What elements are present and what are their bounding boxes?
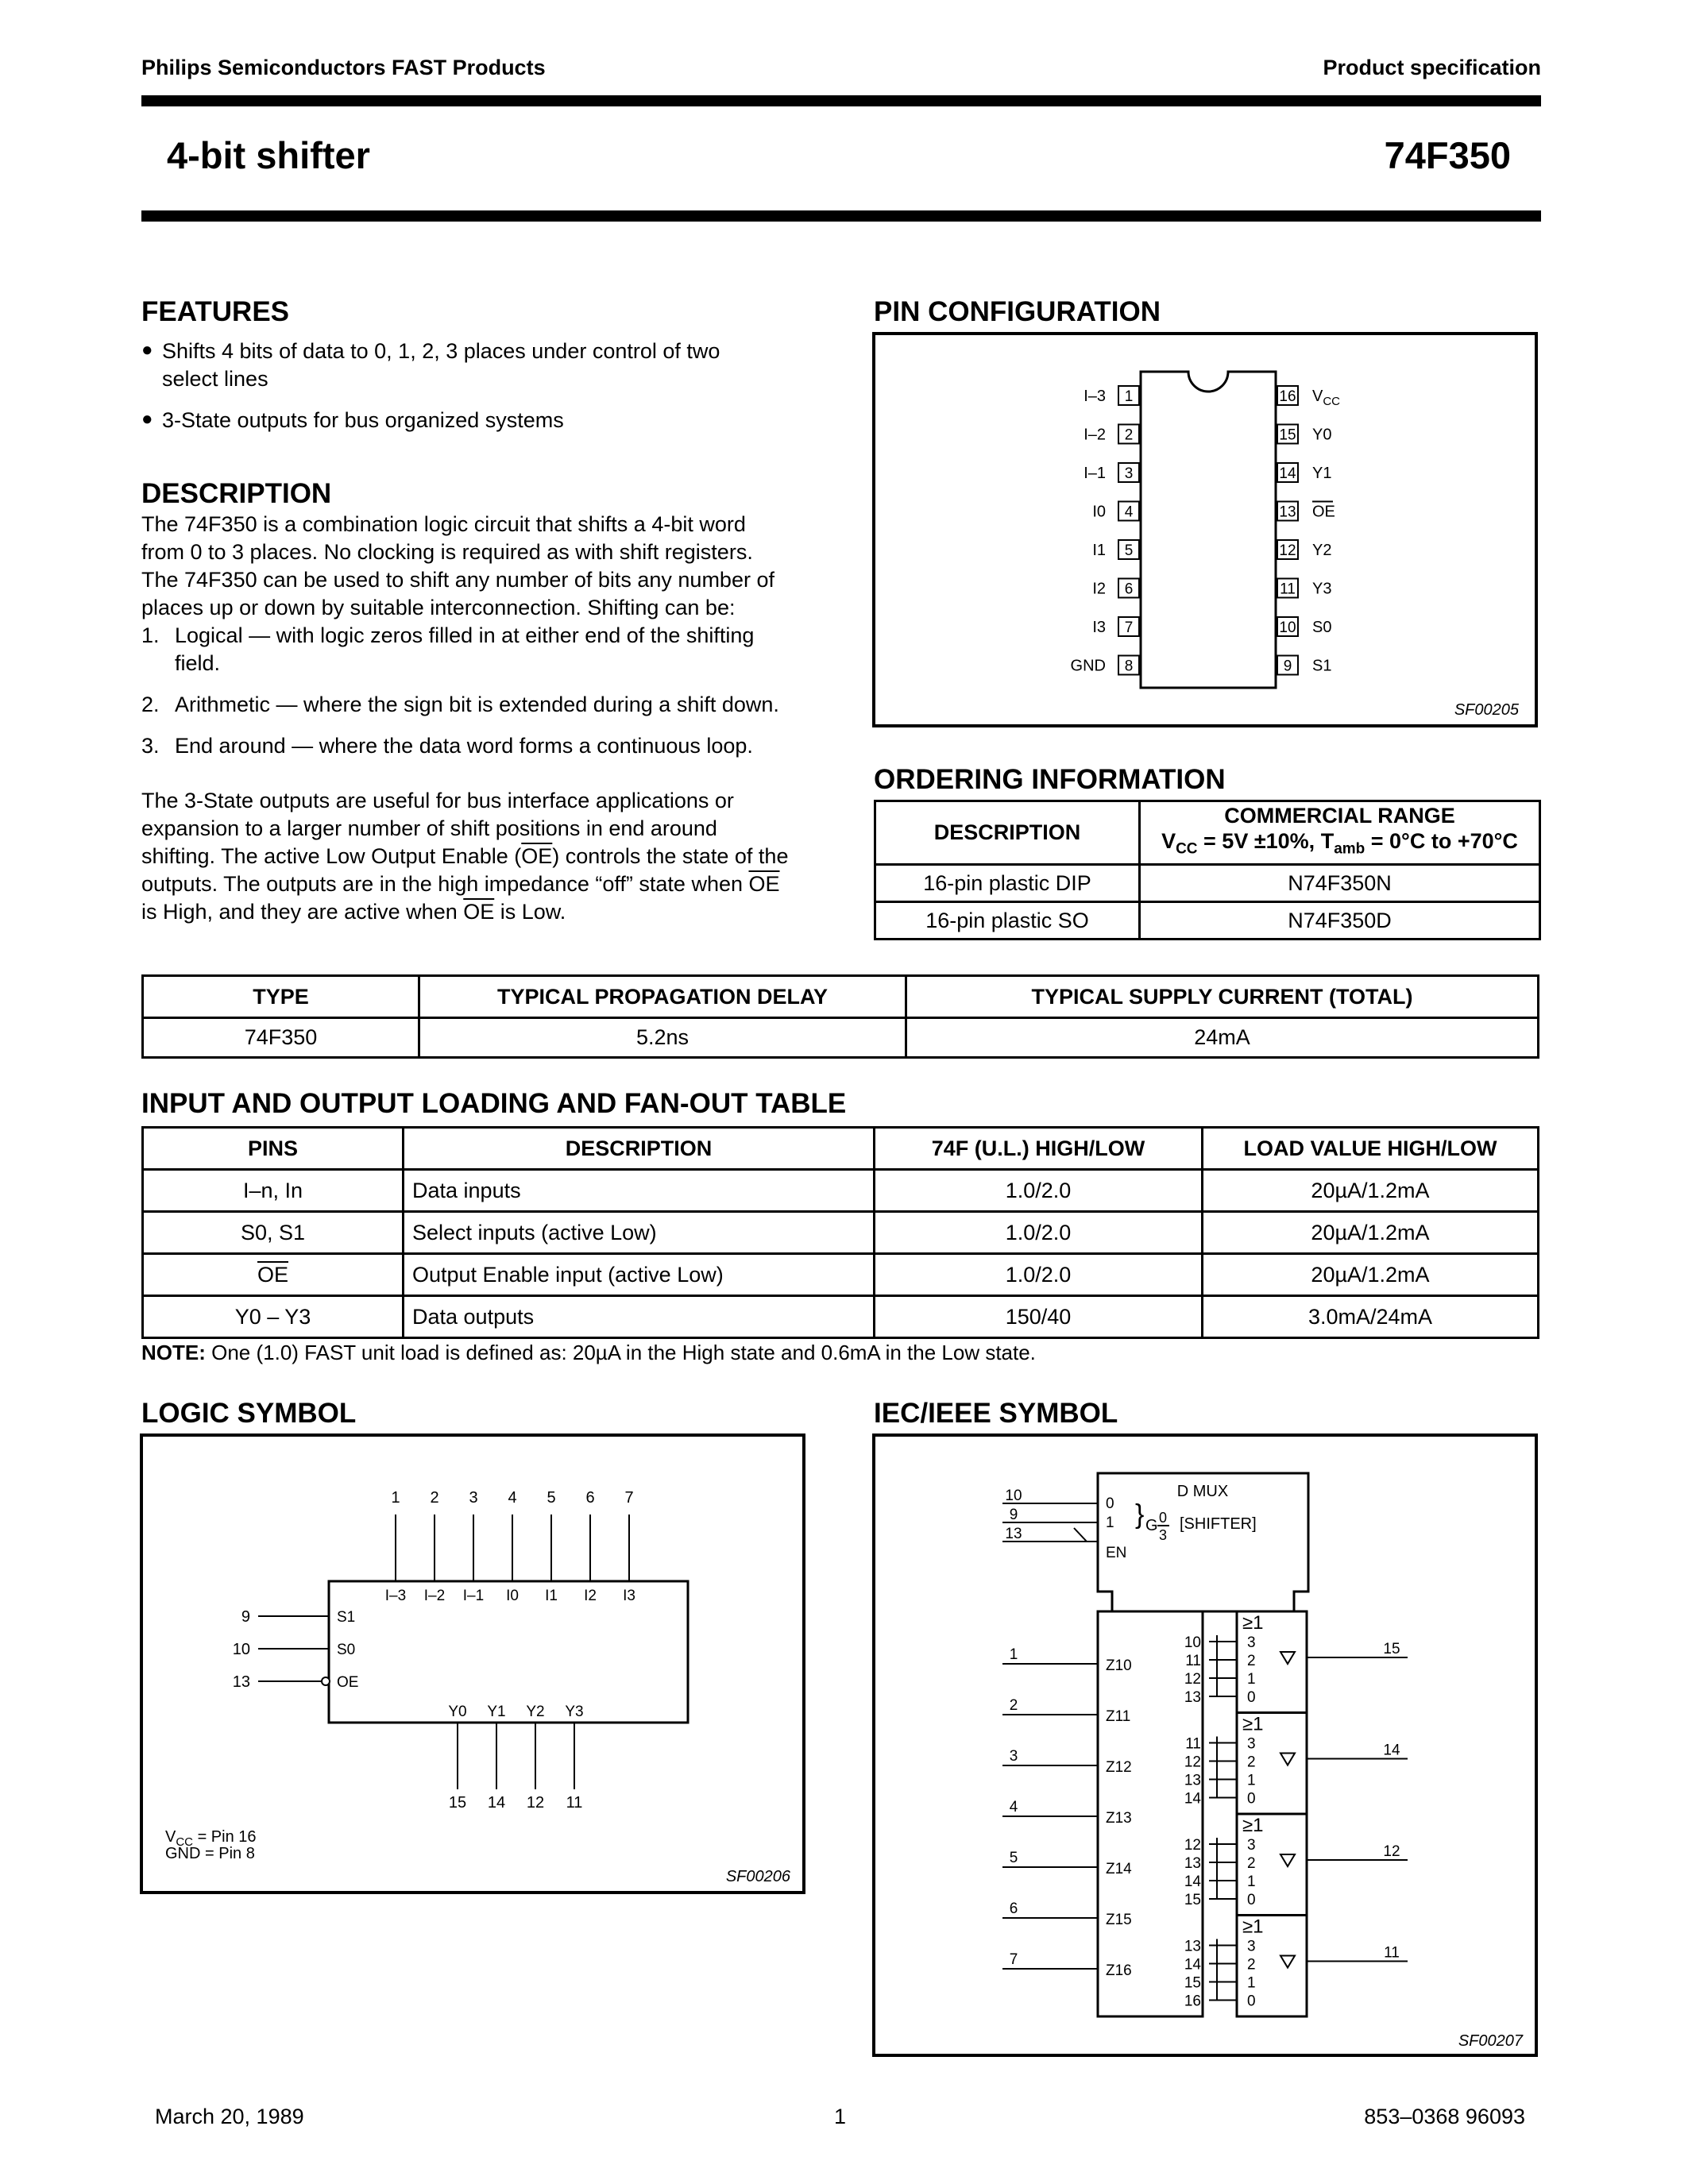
pin-name-main: Y3 — [1312, 580, 1332, 598]
input-label: I0 — [506, 1588, 519, 1604]
footer-page-number: 1 — [834, 2105, 847, 2128]
feature-item — [141, 407, 840, 434]
cell-description: Output Enable input (active Low) — [404, 1254, 875, 1296]
pin-number: 6 — [1009, 1900, 1018, 1917]
list-number: 1. — [141, 623, 160, 647]
zone-number: 15 — [1184, 1974, 1201, 1992]
cell-pins: $\overline{OE}$ — [143, 1254, 404, 1296]
pin-name-main: S0 — [1312, 619, 1332, 636]
pin-number: 6 — [585, 1489, 595, 1507]
control-label: 1 — [1106, 1515, 1114, 1531]
iec-symbol-diagram — [875, 1437, 1535, 2054]
output-label: Y0 — [448, 1704, 467, 1720]
input-weight: 1 — [1247, 1772, 1256, 1789]
pin-config-heading: PIN CONFIGURATION — [874, 296, 1161, 327]
col-commercial-range — [1140, 801, 1540, 865]
zone-number: 15 — [1184, 1892, 1201, 1908]
pin-number: 6 — [1124, 581, 1134, 598]
zone-number: 14 — [1184, 1956, 1201, 1974]
subscript: CC — [1176, 840, 1198, 858]
pin-number: 13 — [232, 1673, 250, 1691]
footer-date: March 20, 1989 — [155, 2105, 304, 2128]
pin-number: 10 — [232, 1641, 250, 1658]
pin-name — [1312, 619, 1331, 636]
desc-list-item — [141, 732, 840, 760]
part-number: 74F350 — [1384, 134, 1511, 176]
logic-symbol-figure — [140, 1433, 805, 1894]
cell-description: Data inputs — [404, 1170, 875, 1212]
table-row — [875, 865, 1540, 902]
table-header-row — [875, 801, 1540, 865]
desc-line — [141, 843, 840, 870]
zone-number: 11 — [1185, 1735, 1201, 1753]
type-table — [141, 974, 1539, 1059]
pin-number: 14 — [487, 1794, 506, 1812]
right-pins — [1277, 386, 1340, 675]
oe-signal: $\overline{OE}$ — [748, 872, 780, 896]
pin-name: I–2 — [1083, 426, 1106, 444]
col-type: TYPE — [143, 976, 419, 1018]
pin-number: 15 — [1279, 426, 1296, 444]
input-weight: 3 — [1247, 1938, 1256, 1955]
pin-number: 4 — [1009, 1799, 1018, 1815]
pin-number: 16 — [1279, 388, 1296, 405]
header-rule-bottom — [141, 210, 1541, 222]
pin-number: 5 — [1124, 542, 1134, 559]
text-span: = 5V ±10%, T — [1197, 829, 1335, 854]
brace-icon: } — [1135, 1499, 1145, 1530]
input-pins — [385, 1489, 635, 1604]
pin-number: 14 — [1279, 465, 1296, 482]
col-prop-delay: TYPICAL PROPAGATION DELAY — [419, 976, 906, 1018]
pin-number: 7 — [1009, 1951, 1018, 1968]
pin-name: I0 — [1092, 503, 1106, 521]
g-top: 0 — [1159, 1510, 1168, 1526]
tristate-output-icon — [1280, 1956, 1295, 1968]
zone-label: Z10 — [1106, 1657, 1132, 1674]
zone-number: 14 — [1184, 1790, 1201, 1808]
list-number: 2. — [141, 693, 160, 716]
zone-number: 13 — [1184, 1689, 1201, 1706]
pin-name — [1312, 388, 1340, 408]
header-doc-type: Product specification — [1323, 56, 1541, 79]
note-label: NOTE: — [141, 1341, 206, 1364]
table-row — [143, 1018, 1539, 1058]
text-span: V — [165, 1828, 176, 1846]
zone-number: 13 — [1184, 1772, 1201, 1789]
input-weight: 0 — [1247, 1892, 1256, 1908]
input-weight: 1 — [1247, 1974, 1256, 1992]
pin-number: 3 — [469, 1489, 478, 1507]
text-span: is Low. — [494, 900, 566, 924]
output-pins — [448, 1704, 583, 1812]
logic-symbol-heading: LOGIC SYMBOL — [141, 1398, 357, 1429]
oe-signal: $\overline{OE}$ — [521, 844, 553, 868]
input-weight: 2 — [1247, 1754, 1256, 1771]
pin-name-main: V — [1312, 388, 1323, 405]
bullet-icon: ● — [141, 408, 153, 430]
zone-number: 16 — [1184, 1993, 1201, 2010]
pin-name — [1312, 465, 1331, 482]
desc-line: places up or down by suitable interconnection. Shifting can be: — [141, 596, 736, 619]
or-gates — [1184, 1611, 1408, 2016]
figure-code: SF00206 — [725, 1868, 790, 1885]
zone-number: 11 — [1185, 1653, 1201, 1669]
cell-description: Data outputs — [404, 1296, 875, 1338]
ic-body — [1141, 372, 1276, 688]
feature-text: Shifts 4 bits of data to 0, 1, 2, 3 places under control of two — [162, 339, 720, 363]
input-weight: 0 — [1247, 1689, 1256, 1706]
features-list — [141, 338, 840, 434]
feature-item — [141, 338, 840, 393]
loading-table — [141, 1126, 1539, 1339]
header-line — [1149, 828, 1531, 862]
table-header-row — [143, 976, 1539, 1018]
data-inputs — [1002, 1646, 1132, 1979]
zone-number: 13 — [1184, 1855, 1201, 1872]
text-span: V — [1161, 829, 1176, 854]
control-inputs — [1002, 1488, 1126, 1561]
page-title: 4-bit shifter — [167, 134, 370, 176]
pin-number: 11 — [1280, 581, 1296, 598]
pin-name-main: Y2 — [1312, 542, 1332, 559]
pin-number: 2 — [1009, 1697, 1018, 1714]
pin-number: 2 — [1124, 426, 1134, 444]
pin-number: 15 — [1383, 1641, 1400, 1657]
zone-label: Z16 — [1106, 1962, 1132, 1979]
control-label: 0 — [1106, 1495, 1114, 1512]
pin-number: 9 — [1283, 658, 1292, 675]
pin-number: 9 — [1009, 1507, 1018, 1523]
zone-number: 12 — [1184, 1837, 1201, 1854]
cell-unit-load: 1.0/2.0 — [875, 1212, 1203, 1254]
text-span: is High, and they are active when — [141, 900, 464, 924]
input-label: I–1 — [462, 1588, 485, 1604]
cell-load-value: 20µA/1.2mA — [1203, 1170, 1539, 1212]
list-text: End around — where the data word forms a continuous loop. — [175, 734, 753, 758]
pin-number: 11 — [566, 1794, 583, 1812]
input-weight: 3 — [1247, 1735, 1256, 1753]
table-row — [143, 1254, 1539, 1296]
or-gate-label: ≥1 — [1242, 1612, 1264, 1634]
pin-number: 7 — [1124, 619, 1134, 636]
cell-unit-load: 1.0/2.0 — [875, 1170, 1203, 1212]
pin-name-main: Y0 — [1312, 426, 1332, 444]
cell-supply-current: 24mA — [906, 1018, 1539, 1058]
zone-number: 10 — [1184, 1634, 1201, 1651]
zone-label: Z12 — [1106, 1759, 1132, 1776]
output-label: Y1 — [487, 1704, 506, 1720]
list-text: Logical — with logic zeros filled in at either end of the shifting — [175, 623, 755, 647]
loading-heading: INPUT AND OUTPUT LOADING AND FAN-OUT TABLE — [141, 1088, 847, 1119]
iec-symbol-figure — [872, 1433, 1538, 2057]
pin-number: 12 — [526, 1794, 545, 1812]
feature-text: select lines — [162, 367, 268, 391]
shifter-label: [SHIFTER] — [1180, 1515, 1257, 1533]
pin-name — [1312, 581, 1331, 598]
bullet-icon: ● — [141, 339, 153, 361]
control-label: OE — [337, 1674, 359, 1691]
or-gate-label: ≥1 — [1242, 1713, 1264, 1735]
input-weight: 3 — [1247, 1634, 1256, 1651]
pin-name: GND — [1070, 657, 1106, 675]
ordering-table — [874, 800, 1541, 940]
control-label: S1 — [337, 1609, 356, 1626]
pin-name-subscript: CC — [1323, 395, 1341, 408]
control-pins — [233, 1608, 359, 1691]
subscript: amb — [1334, 840, 1365, 858]
pin-number: 11 — [1384, 1944, 1400, 1962]
col-unit-load: 74F (U.L.) HIGH/LOW — [875, 1128, 1203, 1170]
feature-text: 3-State outputs for bus organized systems — [162, 408, 564, 432]
dmux-label: D MUX — [1176, 1483, 1229, 1500]
col-pins: PINS — [143, 1128, 404, 1170]
tristate-output-icon — [1280, 1854, 1295, 1866]
pin-name-main: Y1 — [1312, 465, 1332, 482]
g-label: G — [1145, 1517, 1158, 1534]
table-row — [143, 1170, 1539, 1212]
pin-number: 14 — [1383, 1742, 1400, 1759]
cell-description: 16-pin plastic SO — [875, 902, 1140, 940]
tristate-output-icon — [1280, 1754, 1295, 1765]
desc-line: from 0 to 3 places. No clocking is required as with shift registers. — [141, 540, 753, 564]
col-supply-current: TYPICAL SUPPLY CURRENT (TOTAL) — [906, 976, 1539, 1018]
pin-number: 12 — [1279, 542, 1296, 559]
ordering-heading: ORDERING INFORMATION — [874, 764, 1226, 795]
pin-number: 12 — [1383, 1843, 1400, 1860]
pin-name: I3 — [1092, 619, 1106, 636]
zone-number: 13 — [1184, 1938, 1201, 1955]
note-text: One (1.0) FAST unit load is defined as: 20µA in the High state and 0.6mA in the Low state. — [205, 1341, 1036, 1364]
desc-line: expansion to a larger number of shift positions in end around — [141, 816, 717, 840]
pin-name-main: OE — [1312, 503, 1335, 521]
pin-number: 1 — [1124, 388, 1134, 405]
input-weight: 2 — [1247, 1956, 1256, 1974]
control-label: EN — [1106, 1545, 1127, 1561]
oe-signal: $\overline{OE}$ — [463, 900, 495, 924]
pin-name: I–3 — [1083, 388, 1106, 405]
input-label: I1 — [545, 1588, 558, 1604]
pin-number: 8 — [1124, 658, 1134, 675]
col-description: DESCRIPTION — [875, 801, 1140, 865]
g-bottom: 3 — [1159, 1527, 1168, 1543]
control-label: S0 — [337, 1642, 356, 1658]
cell-pins: I–n, In — [143, 1170, 404, 1212]
cell-load-value: 20µA/1.2mA — [1203, 1254, 1539, 1296]
input-label: I3 — [623, 1588, 635, 1604]
pin-number: 2 — [430, 1489, 439, 1507]
pin-name — [1312, 542, 1331, 559]
cell-load-value: 3.0mA/24mA — [1203, 1296, 1539, 1338]
pin-name: I1 — [1092, 542, 1106, 559]
pin-number: 3 — [1124, 465, 1134, 482]
footer-doc-number: 853–0368 96093 — [1364, 2105, 1525, 2128]
pin-number: 5 — [547, 1489, 556, 1507]
desc-list-item — [141, 691, 840, 719]
cell-pins: S0, S1 — [143, 1212, 404, 1254]
pin-number: 4 — [1124, 504, 1134, 521]
pin-number: 3 — [1009, 1748, 1018, 1765]
header-line: COMMERCIAL RANGE — [1224, 804, 1455, 828]
cell-unit-load: 1.0/2.0 — [875, 1254, 1203, 1296]
desc-list-item — [141, 622, 840, 677]
text-span: = Pin 16 — [193, 1828, 257, 1846]
subscript: CC — [176, 1835, 194, 1849]
header-company: Philips Semiconductors FAST Products — [141, 56, 546, 79]
output-label: Y2 — [526, 1704, 545, 1720]
input-weight: 0 — [1247, 1993, 1256, 2010]
dip-package-diagram — [875, 335, 1535, 724]
pin-number: 13 — [1279, 504, 1296, 521]
cell-prop-delay: 5.2ns — [419, 1018, 906, 1058]
zone-number: 12 — [1184, 1671, 1201, 1688]
cell-description: 16-pin plastic DIP — [875, 865, 1140, 902]
text-span: ) controls the state of the — [552, 844, 789, 868]
header-rule-top — [141, 95, 1541, 106]
pin-number: 10 — [1005, 1488, 1022, 1504]
pin-number: 1 — [391, 1489, 400, 1507]
cell-order-code: N74F350D — [1140, 902, 1540, 940]
pin-number: 1 — [1009, 1646, 1018, 1663]
left-pins — [1071, 386, 1139, 675]
table-row — [875, 902, 1540, 940]
cell-description: Select inputs (active Low) — [404, 1212, 875, 1254]
logic-symbol-diagram — [143, 1437, 802, 1891]
input-weight: 3 — [1247, 1837, 1256, 1854]
pin-name — [1312, 658, 1331, 675]
pin-number: 4 — [508, 1489, 517, 1507]
input-weight: 2 — [1247, 1653, 1256, 1669]
col-load-value: LOAD VALUE HIGH/LOW — [1203, 1128, 1539, 1170]
zone-label: Z11 — [1106, 1708, 1131, 1725]
pin-name: I–1 — [1083, 465, 1106, 482]
text-span: shifting. The active Low Output Enable ( — [141, 844, 522, 868]
col-description: DESCRIPTION — [404, 1128, 875, 1170]
list-text: field. — [175, 651, 221, 675]
iec-symbol-heading: IEC/IEEE SYMBOL — [874, 1398, 1118, 1429]
inversion-bubble — [322, 1677, 330, 1685]
desc-paragraph-2 — [141, 787, 840, 926]
cell-pins: Y0 – Y3 — [143, 1296, 404, 1338]
pin-number: 13 — [1005, 1526, 1022, 1542]
desc-line — [141, 870, 840, 898]
cell-load-value: 20µA/1.2mA — [1203, 1212, 1539, 1254]
pin-number: 7 — [624, 1489, 634, 1507]
figure-code: SF00207 — [1458, 2032, 1523, 2050]
zone-label: Z14 — [1106, 1861, 1132, 1877]
table-row — [143, 1212, 1539, 1254]
list-text: Arithmetic — where the sign bit is extended during a shift down. — [175, 693, 779, 716]
pin-number: 15 — [448, 1794, 467, 1812]
input-label: I2 — [584, 1588, 597, 1604]
table-row — [143, 1296, 1539, 1338]
pin-number: 5 — [1009, 1850, 1018, 1866]
list-number: 3. — [141, 734, 160, 758]
zone-number: 12 — [1184, 1754, 1201, 1771]
input-label: I–2 — [423, 1588, 446, 1604]
description-body — [141, 511, 840, 926]
description-heading: DESCRIPTION — [141, 478, 332, 509]
or-gate-label: ≥1 — [1242, 1815, 1264, 1836]
gnd-note: GND = Pin 8 — [165, 1845, 255, 1862]
pin-name — [1312, 426, 1331, 444]
output-label: Y3 — [565, 1704, 584, 1720]
loading-note — [141, 1341, 1036, 1365]
pin-name-main: S1 — [1312, 657, 1332, 675]
figure-code: SF00205 — [1454, 701, 1519, 719]
cell-unit-load: 150/40 — [875, 1296, 1203, 1338]
zone-label: Z15 — [1106, 1912, 1132, 1928]
desc-line: The 74F350 can be used to shift any number of bits any number of — [141, 568, 774, 592]
zone-label: Z13 — [1106, 1810, 1132, 1827]
enable-arrow-icon — [1074, 1528, 1087, 1542]
pin-config-figure — [872, 332, 1538, 727]
desc-line: The 74F350 is a combination logic circuit that shifts a 4-bit word — [141, 512, 746, 536]
pin-number: 10 — [1279, 619, 1296, 636]
text-span: outputs. The outputs are in the high impedance “off” state when — [141, 872, 749, 896]
cell-type: 74F350 — [143, 1018, 419, 1058]
input-label: I–3 — [384, 1588, 407, 1604]
tristate-output-icon — [1280, 1652, 1295, 1664]
input-weight: 0 — [1247, 1790, 1256, 1808]
text-span: = 0°C to +70°C — [1365, 829, 1518, 854]
input-weight: 1 — [1247, 1671, 1256, 1688]
pin-name: I2 — [1092, 580, 1106, 598]
desc-line — [141, 898, 840, 926]
table-header-row — [143, 1128, 1539, 1170]
pin-number: 9 — [241, 1608, 250, 1626]
pin-name — [1312, 504, 1335, 521]
cell-order-code: N74F350N — [1140, 865, 1540, 902]
features-heading: FEATURES — [141, 296, 290, 327]
desc-line: The 3-State outputs are useful for bus interface applications or — [141, 789, 734, 812]
or-gate-label: ≥1 — [1242, 1916, 1264, 1938]
input-weight: 1 — [1247, 1873, 1256, 1890]
input-weight: 2 — [1247, 1855, 1256, 1872]
zone-number: 14 — [1184, 1873, 1201, 1890]
